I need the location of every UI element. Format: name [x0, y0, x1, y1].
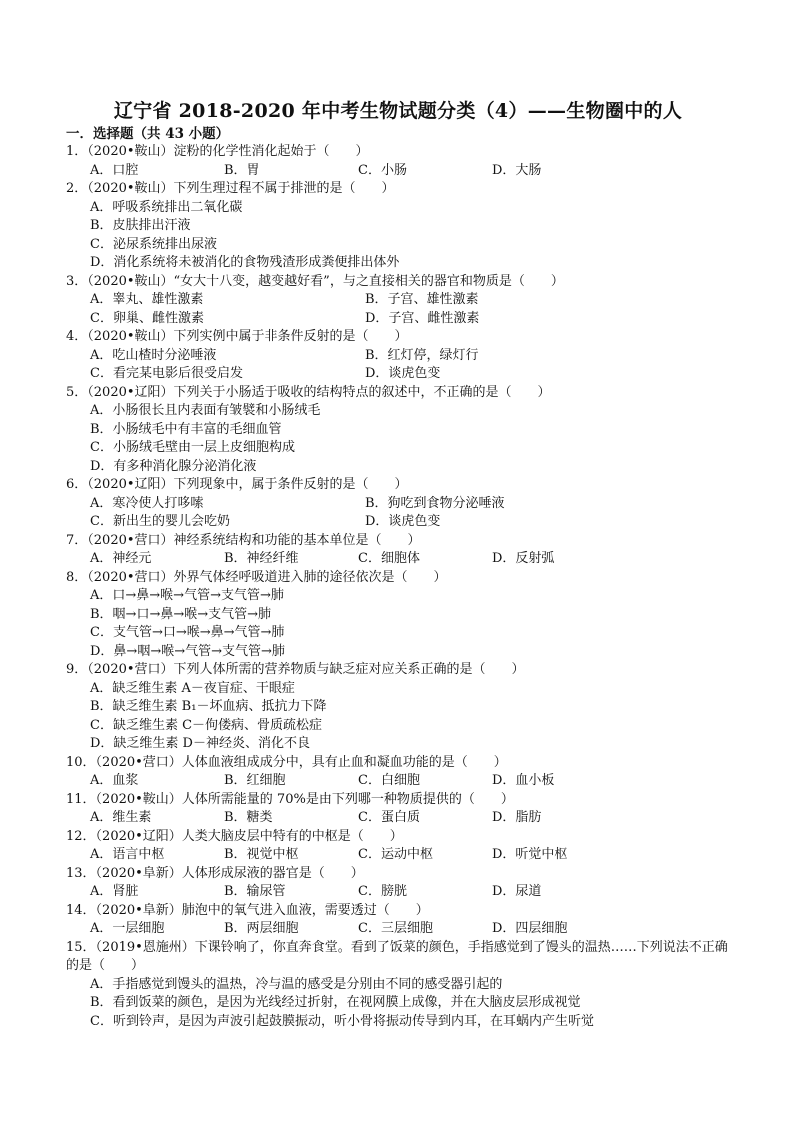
answer-option: B．子宫、雄性激素: [365, 292, 479, 307]
answer-option: B．神经纤维: [224, 551, 299, 566]
answer-option: D．子宫、雌性激素: [365, 310, 480, 326]
answer-option: B．缺乏维生素 B₁－坏血病、抵抗力下降: [90, 699, 327, 714]
question-stem: 8．（2020•营口）外界气体经呼吸道进入肺的途径依次是（ ）: [66, 569, 447, 585]
question-5: [62, 384, 734, 477]
question-6: [62, 476, 734, 532]
question-stem: 5．（2020•辽阳）下列关于小肠适于吸收的结构特点的叙述中，不正确的是（ ）: [66, 384, 551, 400]
question-13: [62, 865, 734, 902]
question-11: [62, 791, 734, 828]
question-options: [62, 402, 734, 476]
answer-option: B．胃: [224, 162, 260, 178]
answer-option: B．红细胞: [224, 773, 286, 788]
answer-option: C．白细胞: [358, 773, 420, 788]
question-stem: 2．（2020•鞍山）下列生理过程不属于排泄的是（ ）: [66, 181, 395, 196]
question-options: [62, 846, 734, 865]
answer-option: A．缺乏维生素 A－夜盲症、干眼症: [90, 680, 295, 696]
question-stem: 11．（2020•鞍山）人体所需能量的 70%是由下列哪一种物质提供的（ ）: [66, 791, 514, 807]
answer-option: C．泌尿系统排出尿液: [90, 236, 217, 252]
question-stem: 1．（2020•鞍山）淀粉的化学性消化起始于（ ）: [66, 144, 369, 159]
question-10: [62, 754, 734, 791]
answer-option: D．谈虎色变: [365, 366, 441, 381]
answer-option: D．反射弧: [492, 551, 555, 566]
option-row: [90, 495, 734, 514]
question-options: [62, 162, 734, 181]
answer-option: A．手指感觉到馒头的温热，冷与温的感受是分别由不同的感受器引起的: [90, 976, 503, 992]
answer-option: A．肾脏: [90, 884, 139, 899]
answer-option: D．有多种消化腺分泌消化液: [90, 458, 257, 474]
question-options: [62, 291, 734, 328]
answer-option: D．谈虎色变: [365, 514, 441, 529]
answer-option: D．四层细胞: [492, 921, 568, 936]
answer-option: A．一层细胞: [90, 921, 165, 936]
question-stem: 3．（2020•鞍山）“女大十八变，越变越好看”，与之直接相关的器官和物质是（ ）: [66, 273, 564, 289]
answer-option: D．缺乏维生素 D－神经炎、消化不良: [90, 736, 310, 751]
answer-option: B．红灯停，绿灯行: [365, 347, 479, 363]
answer-option: D．脂肪: [492, 810, 542, 825]
answer-option: A．寒冷使人打哆嗦: [90, 495, 204, 511]
answer-option: C．小肠绒毛壁由一层上皮细胞构成: [90, 440, 295, 455]
answer-option: D．尿道: [492, 884, 542, 899]
question-options: [62, 772, 734, 791]
answer-option: A．口腔: [90, 162, 139, 178]
answer-option: A．神经元: [90, 551, 152, 566]
answer-option: C．听到铃声，是因为声波引起鼓膜振动，听小骨将振动传导到内耳，在耳蜗内产生听觉: [90, 1013, 594, 1029]
answer-option: B．皮肤排出汗液: [90, 218, 191, 233]
option-row: [90, 310, 734, 329]
question-stem: 10．（2020•营口）人体血液组成成分中，具有止血和凝血功能的是（ ）: [66, 754, 507, 770]
answer-option: C．看完某电影后很受启发: [90, 366, 243, 381]
answer-option: C．细胞体: [358, 551, 420, 566]
answer-option: B．输尿管: [224, 884, 286, 899]
question-9: [62, 661, 734, 754]
question-options: [62, 976, 734, 1032]
question-15: [62, 939, 734, 1032]
answer-option: B．看到饭菜的颜色，是因为光线经过折射，在视网膜上成像，并在大脑皮层形成视觉: [90, 995, 581, 1010]
option-row: [90, 291, 734, 310]
question-stem: 12．（2020•辽阳）人类大脑皮层中特有的中枢是（ ）: [66, 828, 403, 844]
question-options: [62, 809, 734, 828]
option-row: [90, 513, 734, 532]
answer-option: B．两层细胞: [224, 921, 299, 936]
question-options: [62, 883, 734, 902]
section-heading: 一．选择题（共 43 小题）: [66, 126, 230, 142]
question-stem: 7．（2020•营口）神经系统结构和功能的基本单位是（ ）: [66, 532, 421, 548]
question-stem: 4．（2020•鞍山）下列实例中属于非条件反射的是（ ）: [66, 329, 408, 344]
answer-option: C．卵巢、雌性激素: [90, 310, 204, 326]
answer-option: C．蛋白质: [358, 810, 420, 825]
answer-option: C．小肠: [358, 162, 407, 178]
question-2: [62, 180, 734, 273]
answer-option: A．口→鼻→喉→气管→支气管→肺: [90, 588, 284, 603]
question-list: [62, 143, 734, 1031]
answer-option: C．新出生的婴儿会吃奶: [90, 514, 230, 529]
answer-option: C．三层细胞: [358, 921, 433, 936]
answer-option: D．鼻→咽→喉→气管→支气管→肺: [90, 643, 285, 659]
answer-option: B．咽→口→鼻→喉→支气管→肺: [90, 606, 272, 622]
page-title: 辽宁省 2018-2020 年中考生物试题分类（4）——生物圈中的人: [113, 100, 683, 122]
question-12: [62, 828, 734, 865]
question-7: [62, 532, 734, 569]
question-stem: 13．（2020•阜新）人体形成尿液的器官是（ ）: [66, 865, 364, 881]
answer-option: D．听觉中枢: [492, 847, 568, 862]
question-stem: 15．（2019•恩施州）下课铃响了，你直奔食堂。看到了饭菜的颜色，手指感觉到了馒头的温热……下列说法不正确的是（ ）: [66, 939, 728, 973]
question-14: [62, 902, 734, 939]
question-stem: 14．（2020•阜新）肺泡中的氧气进入血液，需要透过（ ）: [66, 902, 429, 918]
question-options: [62, 587, 734, 661]
question-options: [62, 495, 734, 532]
answer-option: C．膀胱: [358, 884, 407, 899]
answer-option: A．维生素: [90, 810, 152, 825]
question-stem: 9．（2020•营口）下列人体所需的营养物质与缺乏症对应关系正确的是（ ）: [66, 662, 525, 677]
answer-option: A．血浆: [90, 773, 139, 788]
answer-option: B．糖类: [224, 810, 273, 825]
answer-option: B．狗吃到食物分泌唾液: [365, 495, 505, 511]
answer-option: C．缺乏维生素 C－佝偻病、骨质疏松症: [90, 717, 323, 733]
question-options: [62, 199, 734, 273]
answer-option: A．呼吸系统排出二氧化碳: [90, 199, 243, 215]
option-row: [90, 365, 734, 384]
question-3: [62, 273, 734, 329]
answer-option: A．睾丸、雄性激素: [90, 292, 204, 307]
answer-option: B．视觉中枢: [224, 847, 299, 862]
answer-option: D．消化系统将未被消化的食物残渣形成粪便排出体外: [90, 255, 400, 270]
question-options: [62, 347, 734, 384]
question-options: [62, 680, 734, 754]
answer-option: C．运动中枢: [358, 847, 433, 862]
question-stem: 6．（2020•辽阳）下列现象中，属于条件反射的是（ ）: [66, 477, 408, 492]
question-8: [62, 569, 734, 662]
answer-option: A．吃山楂时分泌唾液: [90, 347, 217, 363]
answer-option: D．血小板: [492, 773, 555, 788]
answer-option: B．小肠绒毛中有丰富的毛细血管: [90, 421, 282, 437]
answer-option: D．大肠: [492, 162, 542, 178]
question-4: [62, 328, 734, 384]
question-options: [62, 550, 734, 569]
option-row: [90, 347, 734, 366]
answer-option: A．小肠很长且内表面有皱襞和小肠绒毛: [90, 403, 321, 418]
question-options: [62, 920, 734, 939]
answer-option: A．语言中枢: [90, 847, 165, 862]
answer-option: C．支气管→口→喉→鼻→气管→肺: [90, 625, 285, 640]
question-1: [62, 143, 734, 180]
